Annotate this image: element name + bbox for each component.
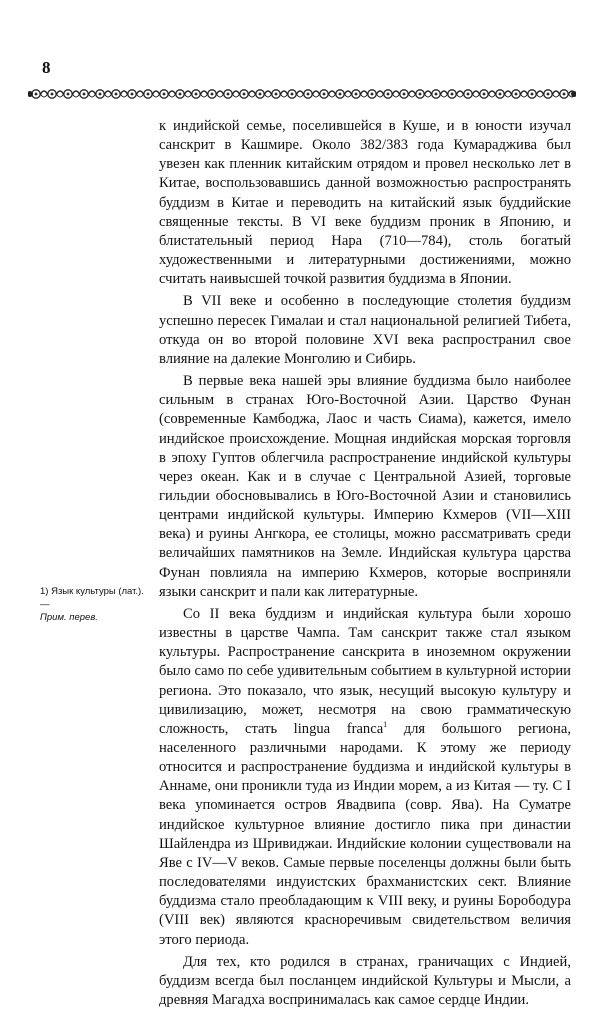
ornament-unit: [224, 90, 240, 98]
ornament-cap: [571, 91, 576, 97]
paragraph-1: к индийской семье, поселившейся в Куше, и в юности изучал санскрит в Кашмире. Около 382/383 года Кумараджива был увезен как пленник китайским отрядом и провел несколько лет в Китае, воспользовавшись данной возможностью распространять буддизм в Китае и переводить на китайский язык буддийские священные тексты. В VI веке буддизм проник в Японию, и блистательный период Нара (710—784), столь богатый художественными и литературными достижениями, можно считать наивысшей точкой развития буддизма в Японии.: [159, 118, 571, 288]
footnote: [40, 585, 154, 624]
main-text-column: [159, 117, 571, 1010]
paragraph-4: [159, 605, 571, 950]
page-number: 8: [42, 58, 51, 77]
ornament-unit: [240, 90, 256, 98]
ornament-unit: [256, 90, 272, 98]
footnote-text: Язык культуры (лат.). —: [40, 586, 144, 610]
ornament-unit: [96, 90, 112, 98]
ornament-unit: [320, 90, 336, 98]
ornament-unit: [448, 90, 464, 98]
ornament-unit: [288, 90, 304, 98]
ornament-unit: [144, 90, 160, 98]
ornament-unit: [112, 90, 128, 98]
ornament-unit: [128, 90, 144, 98]
ornament-unit: [64, 90, 80, 98]
ornament-unit: [336, 90, 352, 98]
ornament-unit: [176, 90, 192, 98]
ornament-unit: [400, 90, 416, 98]
ornament-unit: [544, 90, 560, 98]
ornament-unit: [416, 90, 432, 98]
ornament-unit: [192, 90, 208, 98]
ornament-unit: [304, 90, 320, 98]
ornament-unit: [464, 90, 480, 98]
ornament-unit: [384, 90, 400, 98]
ornament-unit: [496, 90, 512, 98]
ornament-unit: [368, 90, 384, 98]
ornamental-border: [28, 86, 576, 102]
ornament-unit: [432, 90, 448, 98]
ornament-unit: [272, 90, 288, 98]
ornament-unit: [480, 90, 496, 98]
ornament-unit: [48, 90, 64, 98]
ornament-unit: [512, 90, 528, 98]
ornament-unit: [160, 90, 176, 98]
ornament-unit: [80, 90, 96, 98]
footnote-marker: 1: [383, 719, 388, 729]
ornament-unit: [208, 90, 224, 98]
footnote-attribution: Прим. перев.: [40, 612, 98, 623]
footnote-line: [40, 585, 154, 611]
ornament-unit: [528, 90, 544, 98]
paragraph-4-text-before: Со II века буддизм и индийская культура были хорошо известны в царстве Чампа. Там санскрит также стал языком культуры. Распространение санскрита в иноземном окружении было само по себе удивительным событием в культурной истории региона. Это показало, что язык, несущий высокую культуру и цивилизацию, может, несмотря на свою грамматическую сложность, стать lingua franca: [159, 605, 571, 737]
paragraph-4-text-after: для большого региона, населенного различными народами. К этому же периоду относится и распространение буддизма и индийской культуры в Аннаме, они проникли туда из Индии морем, а из Китая — ту. С I века упоминается остров Явадвипа (совр. Ява). На Суматре индийское культурное влияние достигло пика при династии Шайлендра из Шривиджаи. Индийские колонии существовали на Яве с IV—V веков. Самые первые поселенцы должны были быть последователями индуистских брахманистских сект. Влияние буддизма стало преобладающим к VIII веку, и руины Борободура (VIII век) являются красноречивым свидетельством величия этого периода.: [159, 720, 571, 948]
paragraph-3: В первые века нашей эры влияние буддизма было наиболее сильным в странах Юго-Восточной Азии. Царство Фунан (современные Камбоджа, Лаос и часть Сиама), кажется, имело индийское происхождение. Мощная индийская морская торговля в эпоху Гуптов облегчила распространение индийской культуры через океан. Как и в случае с Центральной Азией, торговые гильдии обосновывались в Юго-Восточной Азии и становились центрами индийской культуры. Империю Кхмеров (VII—XIII века) и руины Ангкора, ее столицы, можно рассматривать среди величайших памятников на Земле. Индийская культура царства Фунан повлияла на империю Кхмеров, которые восприняли языки санскрит и пали как литературные.: [159, 373, 571, 600]
paragraph-2: В VII веке и особенно в последующие столетия буддизм успешно пересек Гималаи и стал национальной религией Тибета, откуда он во второй половине XVI века распространил свое влияние на далекие Монголию и Сибирь.: [159, 293, 571, 367]
ornament-unit: [32, 90, 48, 98]
ornament-unit: [352, 90, 368, 98]
footnote-number: 1): [40, 586, 49, 597]
paragraph-5: Для тех, кто родился в странах, граничащих с Индией, буддизм всегда был посланцем индийской Культуры и Мысли, а древняя Магадха воспринималась как самое сердце Индии.: [159, 953, 571, 1009]
